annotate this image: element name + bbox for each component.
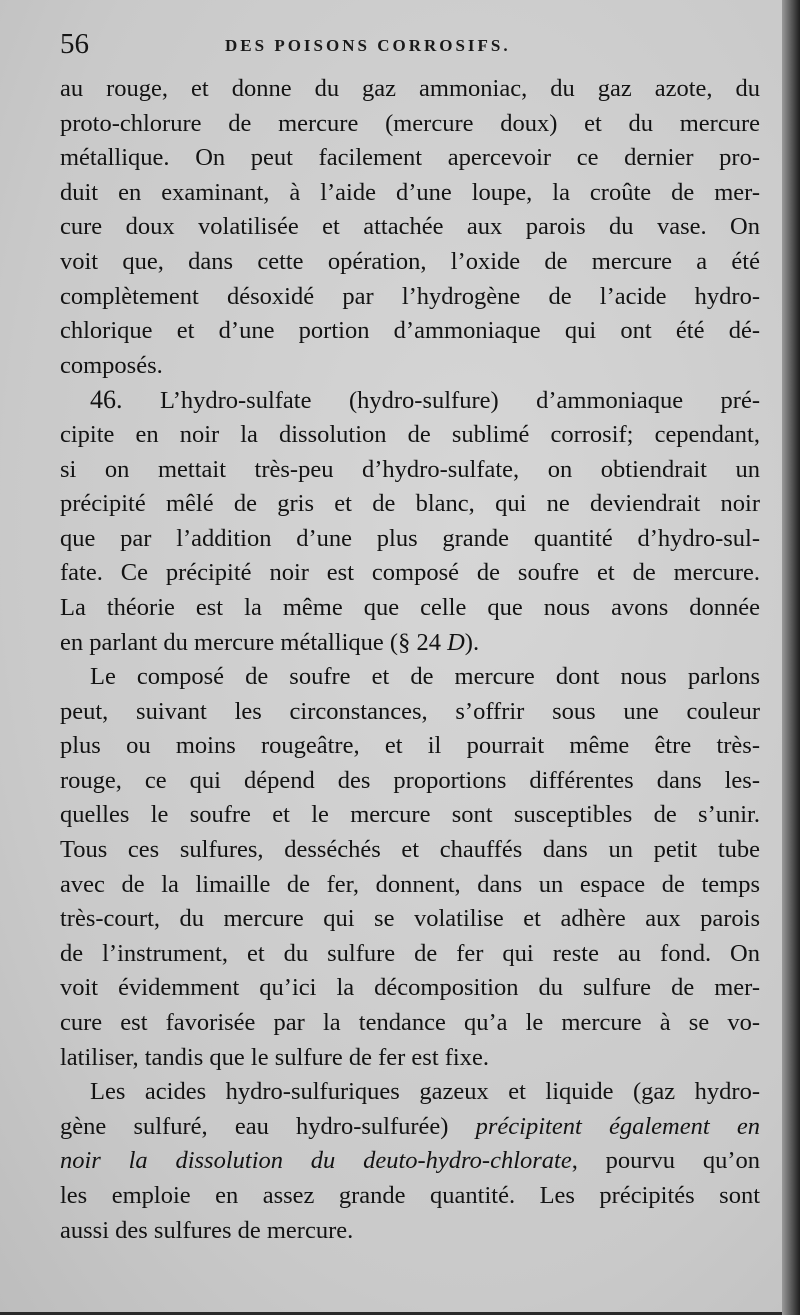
text-line: composés. xyxy=(60,351,163,379)
text-line: proto-chlorure de mercure (mercure doux) et du mercure xyxy=(60,109,760,137)
text-line: si on mettait très-peu d’hydro-sulfate, on obtiendrait un xyxy=(60,455,760,483)
text-line: très-court, du mercure qui se volatilise et adhère aux parois xyxy=(60,905,760,933)
text-line: cure est favorisée par la tendance qu’a le mercure à se vo- xyxy=(60,1009,760,1037)
text-fragment: gène sulfuré, eau hydro-sulfurée) xyxy=(60,1112,476,1140)
italic-fragment: précipitent également en xyxy=(475,1112,760,1140)
page-edge-shadow xyxy=(782,0,800,1315)
paragraph-46-first-line xyxy=(60,383,760,418)
paragraph-number: 46. xyxy=(90,385,123,415)
page-number: 56 xyxy=(60,28,89,60)
text-line: Le composé de soufre et de mercure dont nous parlons xyxy=(90,663,760,691)
text-line: aussi des sulfures de mercure. xyxy=(60,1216,354,1244)
italic-fragment: D xyxy=(447,628,465,656)
text-line: latiliser, tandis que le sulfure de fer est fixe. xyxy=(60,1043,489,1071)
text-line: quelles le soufre et le mercure sont susceptibles de s’unir. xyxy=(60,801,760,829)
text-line: que par l’addition d’une plus grande quantité d’hydro-sul- xyxy=(60,524,760,552)
running-title: DES POISONS CORROSIFS. xyxy=(225,36,511,55)
text-line: rouge, ce qui dépend des proportions différentes dans les- xyxy=(60,766,760,794)
running-head xyxy=(60,28,760,68)
text-line xyxy=(60,626,760,661)
text-line: plus ou moins rougeâtre, et il pourrait même être très- xyxy=(60,732,760,760)
text-line: Tous ces sulfures, desséchés et chauffés dans un petit tube xyxy=(60,836,760,864)
text-fragment: L’hydro-sulfate (hydro-sulfure) d’ammoniaque pré- xyxy=(159,387,760,415)
text-line: cure doux volatilisée et attachée aux parois du vase. On xyxy=(60,213,760,241)
text-line: métallique. On peut facilement apercevoir ce dernier pro- xyxy=(60,144,760,172)
text-line: cipite en noir la dissolution de sublimé corrosif; cependant, xyxy=(60,420,760,448)
text-line xyxy=(60,1144,760,1179)
text-line: La théorie est la même que celle que nous avons donnée xyxy=(60,593,760,621)
text-line: fate. Ce précipité noir est composé de soufre et de mercure. xyxy=(60,559,760,587)
text-fragment: ). xyxy=(464,628,480,656)
text-line: voit évidemment qu’ici la décomposition du sulfure de mer- xyxy=(60,974,760,1002)
text-line: les emploie en assez grande quantité. Les précipités sont xyxy=(60,1182,760,1209)
text-line xyxy=(60,1110,760,1145)
body-text xyxy=(60,72,760,1248)
text-line: duit en examinant, à l’aide d’une loupe, la croûte de mer- xyxy=(60,178,760,206)
italic-fragment: noir la dissolution du deuto-hydro-chlorate xyxy=(60,1147,572,1175)
text-line: précipité mêlé de gris et de blanc, qui ne deviendrait noir xyxy=(60,490,760,518)
text-line: chlorique et d’une portion d’ammoniaque qui ont été dé- xyxy=(60,317,760,345)
text-fragment: en parlant du mercure métallique (§ 24 xyxy=(60,628,448,656)
text-line: Les acides hydro-sulfuriques gazeux et liquide (gaz hydro- xyxy=(90,1078,760,1106)
text-line: au rouge, et donne du gaz ammoniac, du gaz azote, du xyxy=(60,75,760,102)
text-line: de l’instrument, et du sulfure de fer qui reste au fond. On xyxy=(60,939,760,967)
text-fragment: , pourvu qu’on xyxy=(571,1147,760,1175)
text-line: peut, suivant les circonstances, s’offrir sous une couleur xyxy=(60,697,760,725)
text-line: voit que, dans cette opération, l’oxide de mercure a été xyxy=(60,247,760,275)
text-line: complètement désoxidé par l’hydrogène de l’acide hydro- xyxy=(60,282,760,310)
text-line: avec de la limaille de fer, donnent, dans un espace de temps xyxy=(60,870,760,898)
